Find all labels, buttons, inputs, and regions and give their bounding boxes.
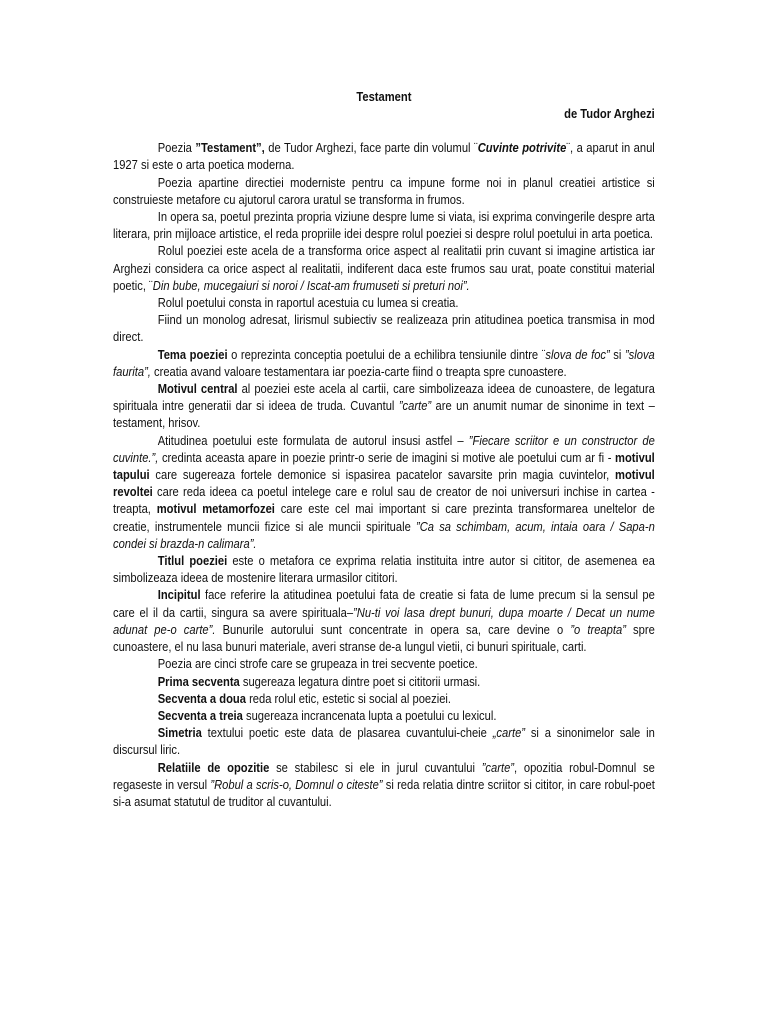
text-run: In opera sa, poetul prezinta propria viziune despre lume si viata, isi exprima convingerile despre arta literara, prin mijloace artistice, el reda propriile idei despre rolul poeziei si despre rolul poetului in arta poetica. — [113, 209, 655, 242]
text-run: o reprezinta conceptia poetului de a echilibra tensiunile dintre ¨ — [227, 346, 546, 362]
text-run: ”Testament”, — [195, 140, 265, 156]
text-run: , opozitia robul-Domnul se regaseste in versul — [113, 759, 655, 792]
text-run: ¨, a aparut in anul 1927 si este o arta poetica moderna. — [113, 140, 655, 173]
text-run: Relatiile de opozitie — [157, 759, 270, 775]
text-run: Rolul poeziei este acela de a transforma orice aspect al realitatii prin cuvant si imagine artistica iar Arghezi considera ca orice aspect al realitatii, indiferent daca este frumos sau urat, poate constitui material poetic, ¨ — [113, 243, 655, 293]
paragraph — [113, 552, 655, 586]
text-run: ”Nu-ti voi lasa drept bunuri, dupa moarte / Decat un nume adunat pe-o carte”. — [113, 604, 655, 637]
text-run: credinta aceasta apare in poezie printr-o serie de imagini si motive ale poetului cum ar fi - — [158, 449, 616, 465]
text-run: care reda ideea ca poetul intelege care e rolul sau de creator de noi universuri inchise in cartea - treapta, — [113, 484, 655, 517]
text-run: „carte” — [492, 725, 526, 741]
text-run: Secventa a doua — [157, 690, 246, 706]
text-run: care sugereaza fortele demonice si ispasirea pacatelor savarsite prin magia cuvintelor, — [149, 467, 616, 483]
text-run: spre cunoastere, el nu lasa bunuri materiale, averi stranse de-a lungul vietii, ci bunuri spirituale, carti. — [113, 621, 655, 655]
text-run: Poezia — [157, 140, 196, 156]
paragraph — [113, 724, 655, 758]
text-run: sugereaza legatura dintre poet si cititorii urmasi. — [239, 673, 481, 689]
text-run: face referire la atitudinea poetului fata de creatie si fata de lume precum si la sensul pe care el il da cartii, singura sa avere spirituala– — [113, 587, 655, 620]
text-run: si a sinonimelor sale in discursul liric. — [113, 725, 655, 758]
text-run: Rolul poetului consta in raportul acestuia cu lumea si creatia. — [157, 295, 459, 311]
text-run: Bunurile autorului sunt concentrate in opera sa, care devine o — [215, 621, 571, 637]
document-title: Testament — [356, 89, 412, 104]
text-run: Din bube, mucegaiuri si noroi / Iscat-am frumuseti si preturi noi”. — [152, 277, 470, 293]
text-run: slova de foc” — [545, 346, 610, 362]
text-run: motivul revoltei — [113, 467, 655, 500]
paragraph — [113, 294, 655, 311]
paragraph — [113, 655, 655, 672]
text-run: de Tudor Arghezi, face parte din volumul ¨ — [264, 140, 478, 156]
text-run: Atitudinea poetului este formulata de autorul insusi astfel – — [157, 432, 469, 448]
paragraph — [113, 673, 655, 690]
text-run: Secventa a treia — [157, 707, 243, 723]
text-run: Poezia apartine directiei moderniste pentru ca impune forme noi in planul creatiei artistice si construieste metafore cu ajutorul carora uratul se transforma in frumos. — [113, 174, 655, 207]
text-run: ”o treapta” — [570, 621, 626, 637]
text-run: ”carte” — [481, 759, 515, 775]
text-run: este o metafora ce exprima relatia instituita intre autor si cititor, de asemenea ea simbolizeaza ideea de mostenire literara urmasilor cititori. — [113, 553, 655, 586]
paragraph — [113, 139, 655, 173]
paragraph — [113, 174, 655, 208]
text-run: ”Robul a scris-o, Domnul o citeste” — [210, 776, 383, 792]
text-run: care este cel mai important si care prezinta transformarea uneltelor de creatie, instrumentele muncii fizice si ale muncii spirituale — [113, 501, 655, 534]
paragraph — [113, 380, 655, 432]
text-run: Cuvinte potrivite — [477, 140, 567, 156]
text-run: ”slova faurita”, — [113, 346, 655, 379]
text-run: Fiind un monolog adresat, lirismul subiectiv se realizeaza prin atitudinea poetica transmisa in mod direct. — [113, 312, 655, 345]
paragraph — [113, 707, 655, 724]
text-run: Simetria — [157, 725, 202, 741]
text-run: are un anumit numar de sinonime in text – testament, hrisov. — [113, 398, 655, 431]
text-run: textului poetic este data de plasarea cuvantului-cheie — [201, 725, 493, 741]
text-run: ”Fiecare scriitor e un constructor de cuvinte.”, — [113, 432, 655, 465]
document-body — [113, 139, 655, 810]
text-run: Prima secventa — [157, 673, 240, 689]
paragraph — [113, 586, 655, 655]
text-run: motivul metamorfozei — [156, 501, 275, 517]
text-run: Tema poeziei — [157, 346, 228, 362]
paragraph — [113, 242, 655, 294]
text-run: reda rolul etic, estetic si social al poeziei. — [245, 690, 452, 706]
document-author: de Tudor Arghezi — [564, 106, 655, 121]
text-run: motivul tapului — [113, 449, 655, 483]
paragraph — [113, 759, 655, 811]
text-run: al poeziei este acela al cartii, care simbolizeaza ideea de cunoastere, de legatura spirituala intre generatii dar si ideea de truda. Cuvantul — [113, 381, 655, 414]
paragraph — [113, 432, 655, 552]
text-run: Poezia are cinci strofe care se grupeaza in trei secvente poetice. — [157, 656, 478, 672]
text-run: ”Ca sa schimbam, acum, intaia oara / Sapa-n condei si brazda-n calimara”. — [113, 518, 655, 551]
paragraph — [113, 346, 655, 380]
text-run: si — [609, 346, 625, 362]
paragraph — [113, 690, 655, 707]
paragraph — [113, 311, 655, 345]
text-run: creatia avand valoare testamentara iar poezia-carte fiind o treapta spre cunoastere. — [150, 363, 567, 379]
text-run: Motivul central — [157, 381, 238, 397]
text-run: se stabilesc si ele in jurul cuvantului — [269, 759, 482, 775]
text-run: ”carte” — [398, 398, 432, 414]
text-run: Titlul poeziei — [157, 553, 228, 569]
text-run: sugereaza incrancenata lupta a poetului cu lexicul. — [242, 707, 497, 723]
paragraph — [113, 208, 655, 242]
document-page — [113, 88, 655, 810]
text-run: si reda relatia dintre scriitor si cititor, in care robul-poet si-a asumat statutul de truditor al cuvantului. — [113, 776, 655, 809]
text-run: Incipitul — [157, 587, 201, 603]
